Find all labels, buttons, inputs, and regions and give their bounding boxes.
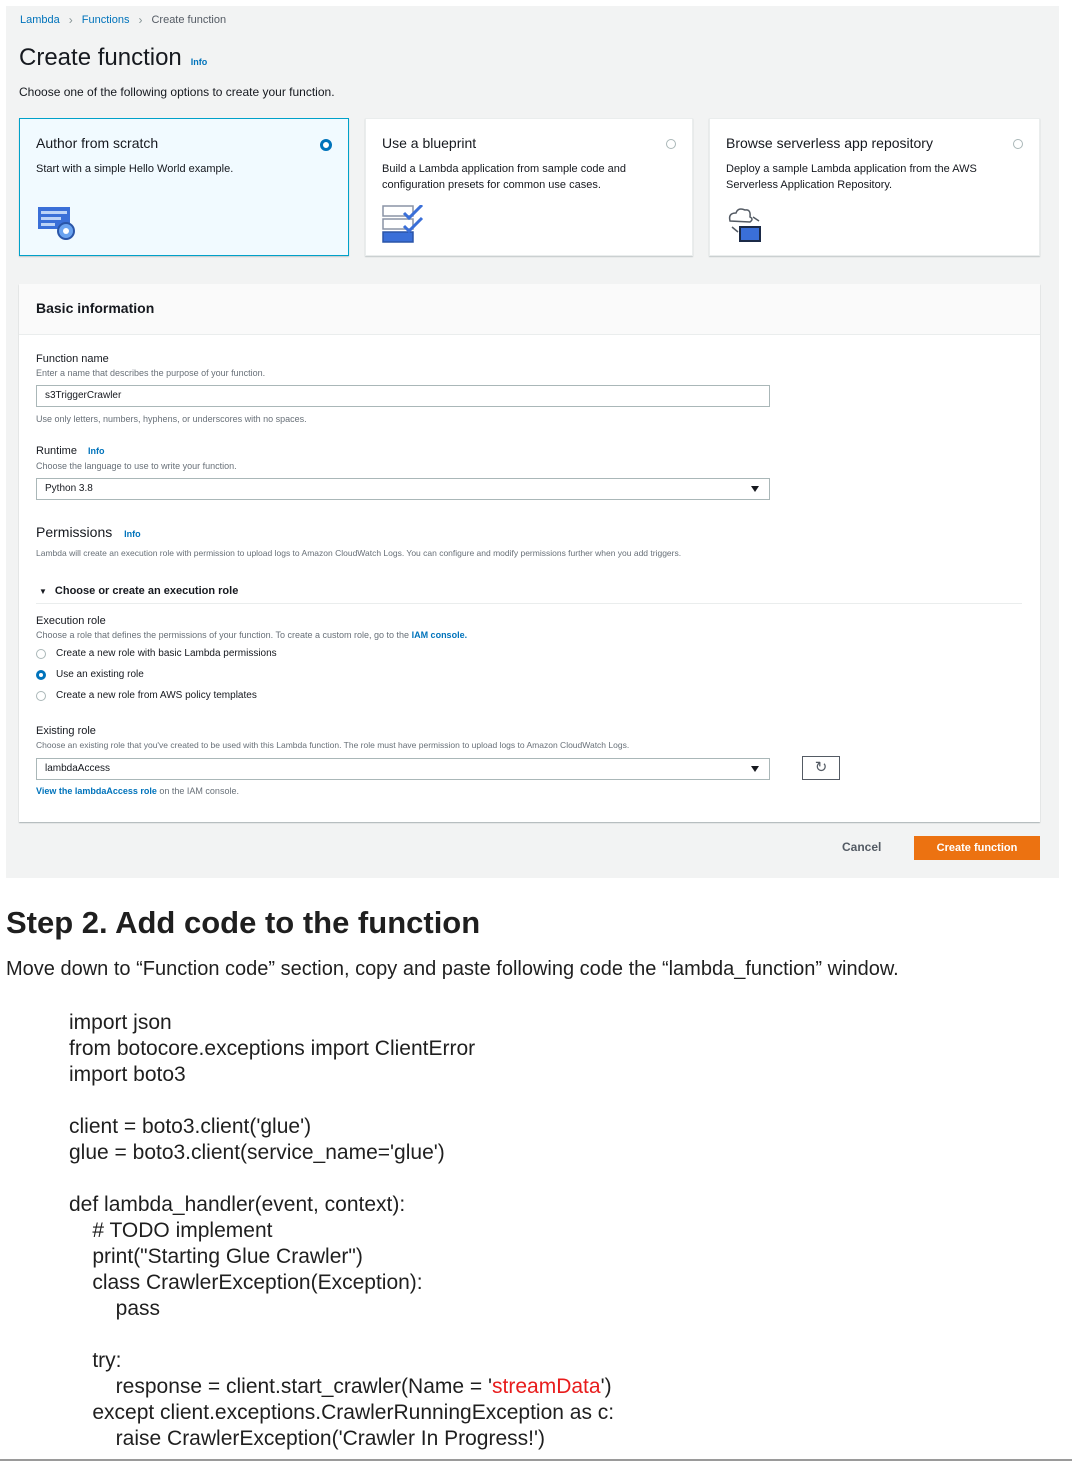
runtime-label: Runtime	[36, 445, 77, 457]
option-desc: Deploy a sample Lambda application from the AWS Serverless Application Repository.	[726, 163, 977, 191]
code-line: pass	[69, 1297, 161, 1320]
view-role-link[interactable]: View the lambdaAccess role	[36, 786, 157, 796]
code-block	[69, 1010, 614, 1452]
option-radio[interactable]	[666, 139, 676, 149]
panel-header	[19, 284, 1040, 335]
option-title: Use a blueprint	[382, 135, 477, 151]
existing-role-selected: lambdaAccess	[45, 763, 111, 774]
execution-role-toggle-label: Choose or create an execution role	[54, 585, 239, 597]
role-option-new-basic[interactable]	[36, 648, 277, 659]
code-line: except client.exceptions.CrawlerRunningException as c:	[69, 1401, 615, 1424]
blueprint-icon	[382, 205, 424, 243]
code-line: # TODO implement	[69, 1219, 273, 1242]
breadcrumb-current: Create function	[151, 14, 227, 26]
page-header	[19, 44, 207, 72]
option-serverless-app-repository[interactable]	[709, 118, 1040, 256]
code-line: try:	[69, 1349, 122, 1372]
divider	[36, 603, 1022, 604]
execution-role-label: Execution role	[36, 615, 106, 627]
step-heading: Step 2. Add code to the function	[6, 905, 481, 940]
iam-console-link[interactable]: IAM console.	[411, 630, 468, 640]
cancel-button[interactable]: Cancel	[842, 840, 882, 854]
create-function-button[interactable]: Create function	[914, 836, 1040, 860]
runtime-label-row	[36, 445, 105, 457]
option-title: Browse serverless app repository	[726, 135, 933, 151]
function-name-label: Function name	[36, 353, 109, 365]
serverless-repo-icon	[726, 205, 768, 243]
runtime-desc: Choose the language to use to write your function.	[36, 461, 237, 471]
caret-down-icon	[751, 766, 759, 772]
role-option-existing[interactable]	[36, 669, 144, 680]
aws-console-screenshot	[6, 6, 1059, 878]
code-author-icon	[36, 205, 78, 243]
page-subtitle: Choose one of the following options to create your function.	[19, 85, 335, 99]
function-name-desc: Enter a name that describes the purpose of your function.	[36, 368, 266, 378]
divider	[0, 1459, 1072, 1461]
code-string-highlight: streamData	[492, 1375, 601, 1398]
permissions-info-link[interactable]: Info	[124, 529, 141, 539]
permissions-desc: Lambda will create an execution role with permission to upload logs to Amazon CloudWatch Logs. You can configure and modify permissions further when you add triggers.	[36, 548, 682, 558]
execution-role-desc-row	[36, 630, 467, 640]
existing-role-desc: Choose an existing role that you've created to be used with this Lambda function. The role must have permission to upload logs to Amazon CloudWatch Logs.	[36, 740, 630, 750]
role-option-label: Create a new role with basic Lambda permissions	[56, 648, 277, 659]
radio-button[interactable]	[36, 649, 46, 659]
option-title: Author from scratch	[36, 135, 159, 151]
code-line: raise CrawlerException('Crawler In Progress!')	[69, 1427, 545, 1450]
code-line	[69, 1088, 614, 1114]
caret-down-icon: ▼	[39, 587, 47, 596]
caret-down-icon	[751, 486, 759, 492]
function-name-input[interactable]: s3TriggerCrawler	[36, 385, 770, 407]
code-line: client = boto3.client('glue')	[69, 1115, 312, 1138]
option-author-from-scratch[interactable]	[19, 118, 349, 256]
refresh-button[interactable]	[802, 756, 840, 780]
panel-title: Basic information	[36, 300, 155, 316]
function-name-hint: Use only letters, numbers, hyphens, or underscores with no spaces.	[36, 414, 307, 424]
runtime-select[interactable]	[36, 478, 770, 500]
page-title: Create function	[19, 44, 182, 71]
role-option-label: Use an existing role	[56, 669, 144, 680]
role-option-policy-templates[interactable]	[36, 690, 257, 701]
view-role-suffix: on the IAM console.	[159, 786, 239, 796]
step-intro: Move down to “Function code” section, copy and paste following code the “lambda_function” window.	[6, 958, 899, 980]
code-line: print("Starting Glue Crawler")	[69, 1245, 363, 1268]
code-line: import json	[69, 1011, 172, 1034]
permissions-label-row	[36, 524, 141, 540]
code-line: class CrawlerException(Exception):	[69, 1271, 423, 1294]
radio-button[interactable]	[36, 670, 46, 680]
role-option-label: Create a new role from AWS policy templates	[56, 690, 257, 701]
chevron-right-icon: ›	[138, 13, 143, 27]
option-desc: Build a Lambda application from sample code and configuration presets for common use cases.	[382, 163, 626, 191]
breadcrumb	[20, 13, 226, 27]
option-use-blueprint[interactable]	[365, 118, 693, 256]
option-desc: Start with a simple Hello World example.	[36, 163, 234, 175]
permissions-label: Permissions	[36, 524, 113, 540]
existing-role-label: Existing role	[36, 725, 96, 737]
code-line: glue = boto3.client(service_name='glue')	[69, 1141, 445, 1164]
code-line	[69, 1166, 614, 1192]
execution-role-toggle[interactable]	[39, 585, 238, 597]
chevron-right-icon: ›	[68, 13, 73, 27]
breadcrumb-lambda[interactable]: Lambda	[20, 14, 60, 26]
breadcrumb-functions[interactable]: Functions	[81, 14, 130, 26]
code-line: def lambda_handler(event, context):	[69, 1193, 406, 1216]
code-line	[69, 1322, 614, 1348]
info-link[interactable]: Info	[190, 57, 208, 67]
option-radio[interactable]	[1013, 139, 1023, 149]
code-line: from botocore.exceptions import ClientError	[69, 1037, 476, 1060]
runtime-info-link[interactable]: Info	[88, 446, 105, 456]
code-line: import boto3	[69, 1063, 186, 1086]
execution-role-desc: Choose a role that defines the permissions of your function. To create a custom role, go to the	[36, 630, 410, 640]
radio-button[interactable]	[36, 691, 46, 701]
code-line: response = client.start_crawler(Name = 'streamData')	[69, 1375, 612, 1398]
option-radio[interactable]	[320, 139, 332, 151]
existing-role-select[interactable]	[36, 758, 770, 780]
runtime-selected: Python 3.8	[45, 483, 93, 494]
basic-information-panel	[19, 284, 1040, 822]
refresh-icon: ↻	[814, 759, 828, 776]
view-role-row	[36, 786, 239, 796]
